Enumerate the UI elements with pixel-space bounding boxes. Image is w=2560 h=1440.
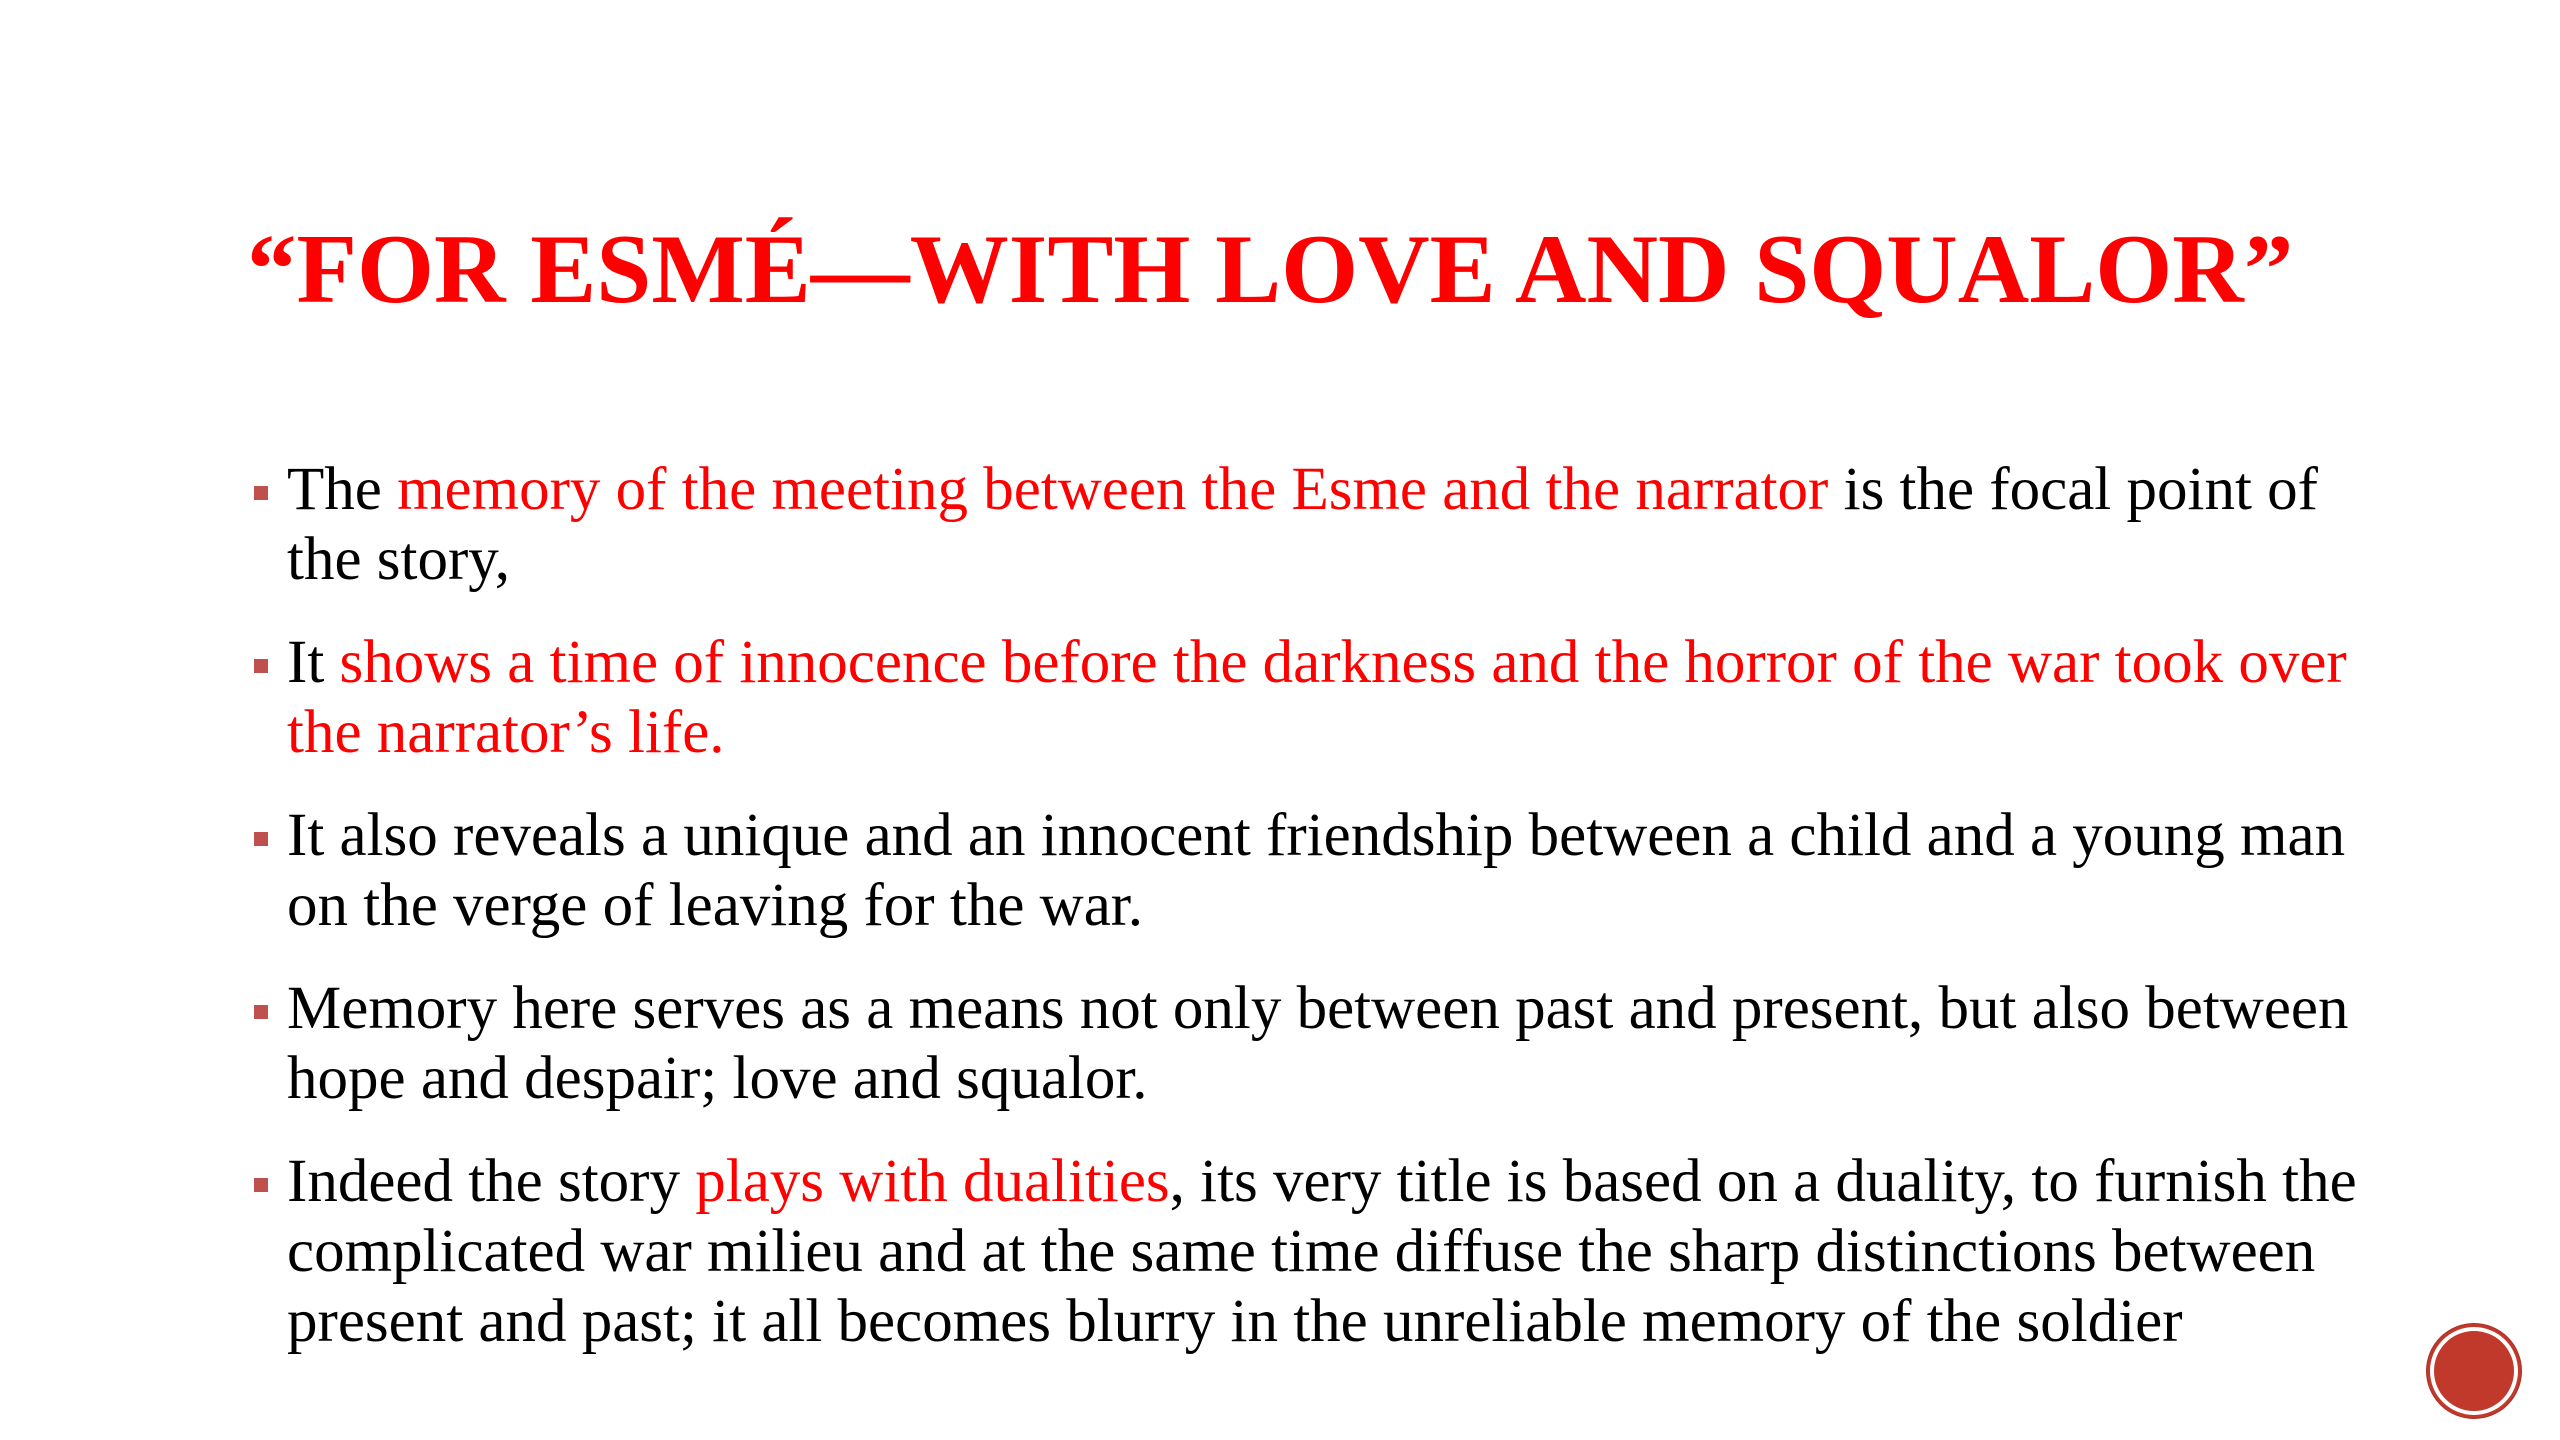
bullet-item xyxy=(247,974,2387,1114)
bullet-item xyxy=(247,801,2387,941)
square-bullet-icon xyxy=(254,659,268,673)
bullet-highlight-segment: memory of the meeting between the Esme and the narrator xyxy=(397,456,1829,523)
bullet-item xyxy=(247,455,2387,595)
slide-title: “FOR ESMÉ—WITH LOVE AND SQUALOR” xyxy=(247,215,2294,324)
bullet-highlight-segment: plays with dualities xyxy=(695,1148,1170,1215)
bullet-text-segment: It also reveals a unique and an innocent friendship between a child and a young man on the verge of leaving for the war. xyxy=(287,802,2346,939)
bullet-text-segment: Indeed the story xyxy=(287,1148,696,1215)
square-bullet-icon xyxy=(254,832,268,846)
bullet-text-segment: The xyxy=(287,456,398,523)
bullet-highlight-segment: shows a time of innocence before the darkness and the horror of the war took over the narrator’s life. xyxy=(287,629,2347,766)
bullet-list xyxy=(247,455,2387,1390)
bullet-text-segment: is the focal point of the story, xyxy=(287,456,2318,593)
square-bullet-icon xyxy=(254,486,268,500)
bullet-text-segment: It xyxy=(287,629,340,696)
bullet-item xyxy=(247,628,2387,768)
square-bullet-icon xyxy=(254,1178,268,1192)
bullet-text-segment: , its very title is based on a duality, to furnish the complicated war milieu and at the same time diffuse the sharp distinctions between present and past; it all becomes blurry in the unreliable memory of the soldier xyxy=(287,1148,2357,1355)
bullet-text-segment: Memory here serves as a means not only between past and present, but also between hope and despair; love and squalor. xyxy=(287,975,2349,1112)
square-bullet-icon xyxy=(254,1005,268,1019)
bullet-item xyxy=(247,1147,2387,1357)
circle-nav-icon[interactable] xyxy=(2430,1327,2518,1415)
